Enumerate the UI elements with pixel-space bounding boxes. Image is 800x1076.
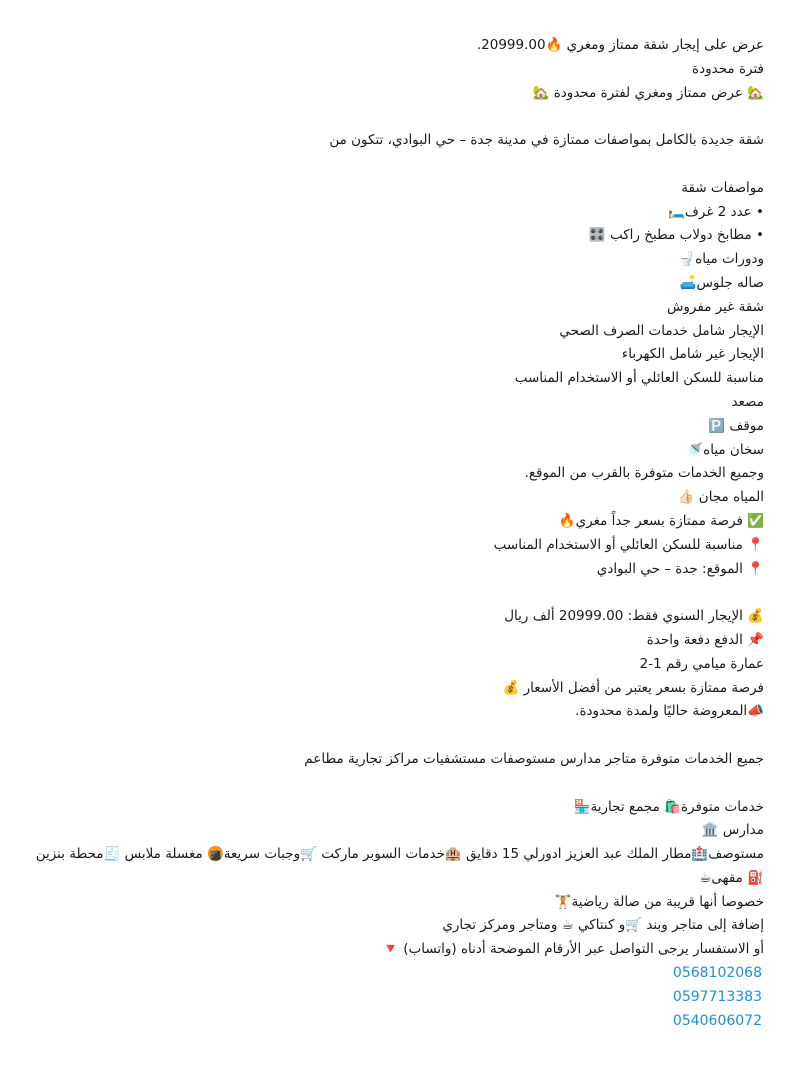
text-line: مواصفات شقة bbox=[681, 179, 764, 196]
text-line: صاله جلوس🛋️ bbox=[679, 274, 764, 291]
phone-link-2[interactable]: 0597713383 bbox=[672, 988, 762, 1005]
blank-line bbox=[29, 105, 764, 129]
text-line: 💰 الإيجار السنوي فقط: 20999.00 ألف ريال bbox=[504, 608, 764, 625]
blank-line bbox=[29, 581, 764, 605]
text-line: عرض على إيجار شقة ممتاز ومغري 🔥20999.00. bbox=[476, 37, 764, 53]
text-line: عمارة ميامي رقم 1-2 bbox=[639, 655, 764, 672]
blank-line bbox=[29, 772, 764, 796]
text-line: خصوصا أنها قريبة من صالة رياضية🏋️ bbox=[554, 893, 764, 910]
blank-line bbox=[29, 153, 764, 177]
text-line: الإيجار شامل خدمات الصرف الصحي bbox=[559, 322, 764, 339]
text-line: شقة جديدة بالكامل بمواصفات ممتازة في مدينة جدة – حي البوادي، تتكون من bbox=[329, 132, 764, 149]
text-line: • عدد 2 غرف🛏️ bbox=[668, 203, 764, 220]
text-line: فترة محدودة bbox=[692, 60, 764, 77]
text-line: ✅ فرصة ممتازة بسعر جداً مغري🔥 bbox=[558, 512, 764, 529]
text-line: مصعد bbox=[731, 393, 764, 410]
text-line: جميع الخدمات متوفرة متاجر مدارس مستوصفات مستشفيات مراكز تجارية مطاعم bbox=[304, 750, 764, 767]
phone-list bbox=[29, 962, 764, 1033]
post-lines bbox=[29, 34, 764, 962]
text-line: 📣المعروضة حاليًا ولمدة محدودة. bbox=[575, 703, 764, 720]
blank-line bbox=[29, 724, 764, 748]
text-line: موقف 🅿️ bbox=[708, 417, 764, 434]
text-line: 📍 الموقع: جدة – حي البوادي bbox=[596, 560, 764, 577]
text-line: فرصة ممتازة بسعر يعتبر من أفضل الأسعار 💰 bbox=[502, 679, 764, 696]
text-line: أو الاستفسار يرجى التواصل عبر الأرقام الموضحة أدناه (واتساب) 🔻 bbox=[382, 941, 764, 958]
text-line: شقة غير مفروش bbox=[666, 298, 764, 315]
text-line: مناسبة للسكن العائلي أو الاستخدام المناسب bbox=[514, 370, 764, 387]
phone-link-3[interactable]: 0540606072 bbox=[672, 1012, 762, 1029]
text-line: خدمات متوفرة🛍️ مجمع تجارية🏪 bbox=[573, 798, 764, 815]
text-line: الإيجار غير شامل الكهرباء bbox=[621, 346, 764, 363]
text-line: • مطابخ دولاب مطبخ راكب 🎛️ bbox=[588, 227, 764, 244]
text-line: المياه مجان 👍🏻 bbox=[677, 489, 764, 506]
text-line: مدارس 🏛️ bbox=[701, 822, 764, 839]
text-line: سخان مياه🚿 bbox=[686, 441, 764, 458]
text-line: 🏡 عرض ممتاز ومغري لفترة محدودة 🏡 bbox=[532, 84, 764, 101]
post-body bbox=[29, 34, 764, 1033]
text-line: ودورات مياه🚽 bbox=[678, 251, 764, 268]
text-line: إضافة إلى متاجر وبند 🛒و كنتاكي ☕ ومتاجر ومركز تجاري bbox=[442, 917, 764, 934]
phone-link-1[interactable]: 0568102068 bbox=[672, 965, 762, 982]
text-line: وجميع الخدمات متوفرة بالقرب من الموقع. bbox=[524, 465, 764, 482]
text-line: 📌 الدفع دفعة واحدة bbox=[646, 631, 764, 648]
text-line: مستوصف🏥مطار الملك عبد العزيز ادورلي 15 دقايق 🏨خدمات السوبر ماركت 🛒وجبات سريعة🍘 مغسلة ملابس 🧾محطة بنزين⛽ مقهى☕ bbox=[35, 846, 764, 886]
text-line: 📍 مناسبة للسكن العائلي أو الاستخدام المناسب bbox=[493, 536, 764, 553]
